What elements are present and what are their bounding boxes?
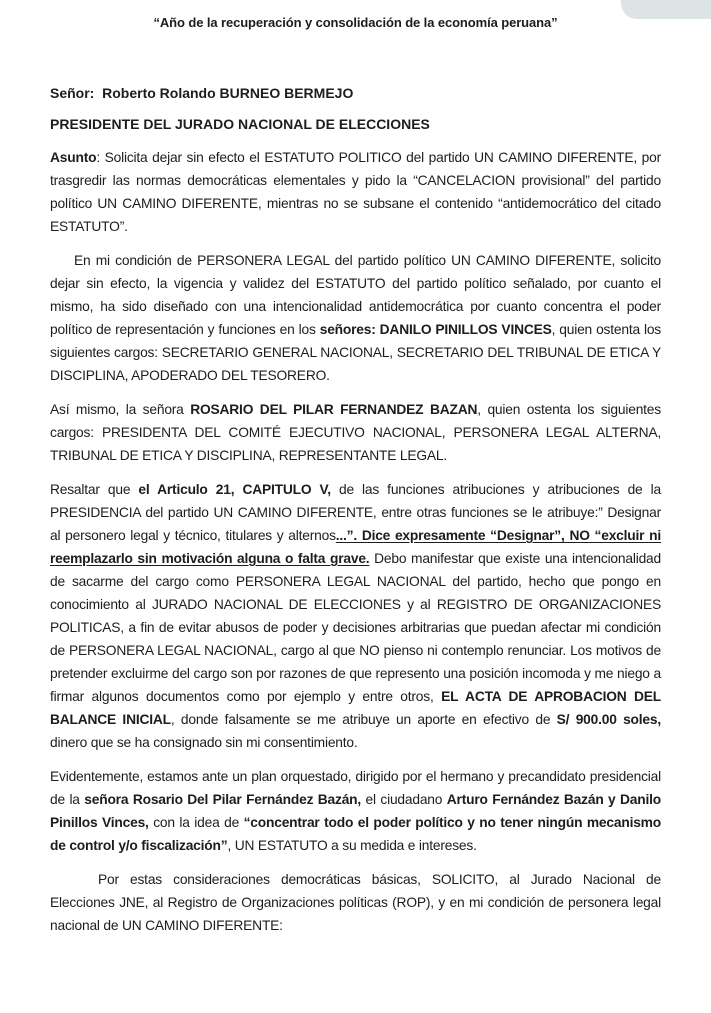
text-run: con la idea de: [148, 815, 244, 830]
text-run: : Solicita dejar sin efecto el ESTATUTO POLITICO del partido UN CAMINO DIFERENTE, por trasgredir las normas democráticas elementales y pido la “CANCELACION provisional” del partido político UN CAMINO DIFERENTE, mientras no se subsane el contenido “antidemocrático del citado ESTATUTO”.: [50, 150, 661, 234]
paragraph-por-estas-consideraciones: [50, 868, 661, 937]
text-run: En mi condición de PERSONERA LEGAL del partido político UN CAMINO DIFERENTE, solicito dejar sin efecto, la vigencia y validez del ESTATUTO del partido político señalado, por cuanto el mismo, ha sido diseñado con una intencionalidad antidemocrática por cuanto concentra el poder político de representación y funciones en los: [50, 253, 661, 337]
recipient-title-line: PRESIDENTE DEL JURADO NACIONAL DE ELECCIONES: [50, 116, 430, 132]
text-run: dinero que se ha consignado sin mi consentimiento.: [50, 735, 358, 750]
text-run: Asunto: [50, 150, 97, 165]
paragraph-asunto: [50, 146, 661, 238]
text-run: , donde falsamente se me atribuye un aporte en efectivo de: [170, 712, 557, 727]
paragraph-evidentemente-plan: [50, 765, 661, 857]
header-quote-title: “Año de la recuperación y consolidación de la economía peruana”: [153, 15, 558, 30]
paragraph-resaltar-articulo-21: [50, 478, 661, 754]
letter-body: [50, 146, 661, 937]
text-run: Evidentemente, estamos ante un plan orquestado, dirigido por el hermano y precandidato presidencial de la: [50, 769, 661, 807]
text-run: EL ACTA DE APROBACION DEL BALANCE INICIAL: [50, 689, 662, 727]
text-run: Resaltar que: [50, 482, 139, 497]
text-run: señores: DANILO PINILLOS VINCES: [319, 322, 552, 337]
text-run: de las funciones atribuciones y atribuciones de la PRESIDENCIA del partido UN CAMINO DIFERENTE, entre otras funciones se le atribuye:” Designar al personero legal y técnico, titulares y alternos: [50, 482, 661, 543]
text-run: , UN ESTATUTO a su medida e intereses.: [227, 838, 477, 853]
corner-overlay-shape: [621, 0, 711, 19]
salutation-line: Señor: Roberto Rolando BURNEO BERMEJO: [50, 85, 354, 101]
paragraph-asi-mismo: [50, 398, 661, 467]
text-run: , quien ostenta los siguientes cargos: SECRETARIO GENERAL NACIONAL, SECRETARIO DEL TRIBUNAL DE ETICA Y DISCIPLINA, APODERADO DEL TESORERO.: [50, 322, 661, 383]
text-run: el Articulo 21, CAPITULO V,: [138, 482, 331, 497]
text-run: “concentrar todo el poder político y no tener ningún mecanismo de control y/o fiscalización”: [50, 815, 661, 853]
text-run: Así mismo, la señora: [50, 402, 191, 417]
text-run: Arturo Fernández Bazán y Danilo Pinillos Vinces,: [50, 792, 661, 830]
text-run: señora Rosario Del Pilar Fernández Bazán,: [84, 792, 362, 807]
paragraph-condicion-personera-legal: [50, 249, 661, 387]
text-run: , quien ostenta los siguientes cargos: PRESIDENTA DEL COMITÉ EJECUTIVO NACIONAL, PERSONERA LEGAL ALTERNA, TRIBUNAL DE ETICA Y DISCIPLINA, REPRESENTANTE LEGAL.: [50, 402, 661, 463]
text-run: Debo manifestar que existe una intencionalidad de sacarme del cargo como PERSONERA LEGAL NACIONAL del partido, hecho que pongo en conocimiento al JURADO NACIONAL DE ELECCIONES y al REGISTRO DE ORGANIZACIONES POLITICAS, a fin de evitar abusos de poder y decisiones arbitrarias que puedan afectar mi condición de PERSONERA LEGAL NACIONAL, cargo al que NO pienso ni contemplo renunciar. Los motivos de pretender excluirme del cargo son por razones de que represento una posición incomoda y me niego a firmar algunos documentos como por ejemplo y entre otros,: [50, 551, 661, 704]
text-run: ROSARIO DEL PILAR FERNANDEZ BAZAN: [190, 402, 478, 417]
text-run: S/ 900.00 soles,: [556, 712, 661, 727]
text-run: Por estas consideraciones democráticas básicas, SOLICITO, al Jurado Nacional de Elecciones JNE, al Registro de Organizaciones políticas (ROP), y en mi condición de personera legal nacional de UN CAMINO DIFERENTE:: [50, 872, 661, 933]
text-run: el ciudadano: [361, 792, 447, 807]
text-run: ...”. Dice expresamente “Designar”, NO “excluir ni reemplazarlo sin motivación alguna o falta grave.: [50, 528, 661, 566]
